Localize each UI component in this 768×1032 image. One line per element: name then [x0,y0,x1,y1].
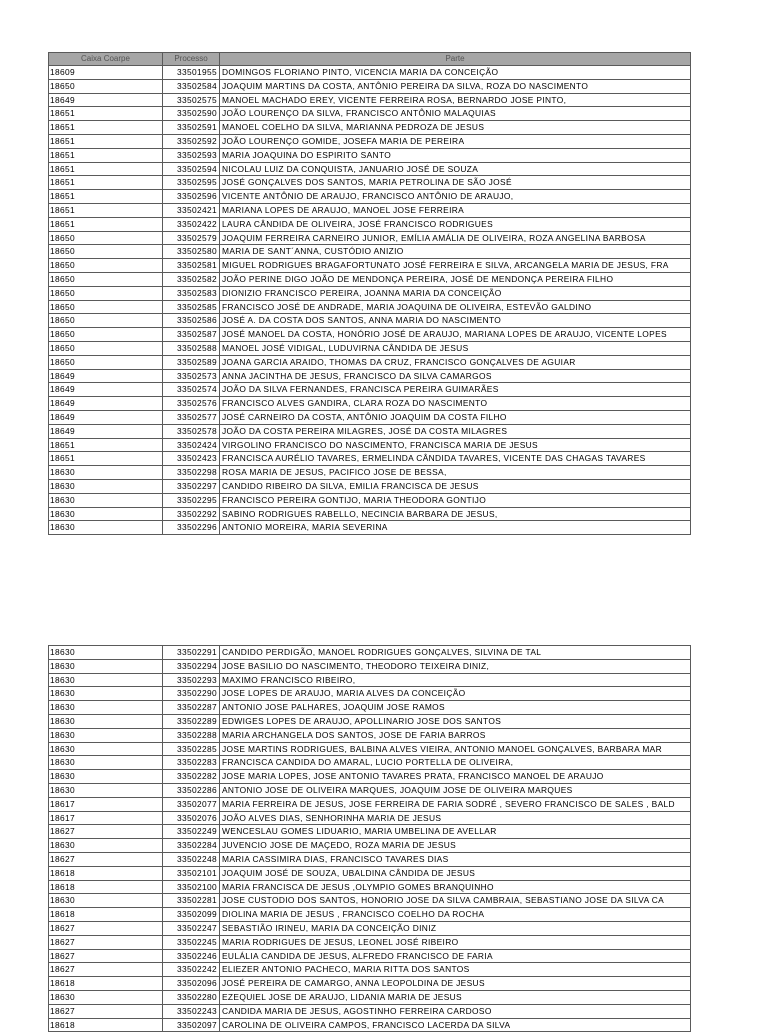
records-table-top [48,52,690,535]
cell-processo: 33502288 [163,728,220,742]
cell-parte: MARIA RODRIGUES DE JESUS, LEONEL JOSÉ RIBEIRO [220,935,691,949]
cell-caixa: 18630 [49,687,163,701]
table-row [49,300,691,314]
table-row [49,949,691,963]
cell-caixa: 18618 [49,1018,163,1032]
cell-caixa: 18627 [49,1004,163,1018]
cell-parte: DIONIZIO FRANCISCO PEREIRA, JOANNA MARIA DA CONCEIÇÃO [220,286,691,300]
cell-caixa: 18651 [49,162,163,176]
cell-caixa: 18630 [49,673,163,687]
cell-parte: JOSÉ CARNEIRO DA COSTA, ANTÔNIO JOAQUIM DA COSTA FILHO [220,410,691,424]
table-row [49,770,691,784]
cell-caixa: 18630 [49,659,163,673]
cell-processo: 33502587 [163,328,220,342]
records-table-bottom [48,645,690,1030]
cell-caixa: 18649 [49,383,163,397]
cell-processo: 33502298 [163,466,220,480]
table-row [49,659,691,673]
table-row [49,93,691,107]
cell-parte: FRANCISCO ALVES GANDIRA, CLARA ROZA DO NASCIMENTO [220,397,691,411]
cell-caixa: 18618 [49,866,163,880]
table-row [49,217,691,231]
table-row [49,646,691,660]
cell-processo: 33502594 [163,162,220,176]
cell-caixa: 18651 [49,217,163,231]
table-row [49,479,691,493]
cell-caixa: 18630 [49,756,163,770]
cell-parte: FRANCISCO JOSÉ DE ANDRADE, MARIA JOAQUINA DE OLIVEIRA, ESTEVÃO GALDINO [220,300,691,314]
cell-parte: ANTONIO JOSE DE OLIVEIRA MARQUES, JOAQUIM JOSE DE OLIVEIRA MARQUES [220,783,691,797]
table-viewport [48,645,690,1030]
cell-caixa: 18609 [49,66,163,80]
cell-caixa: 18651 [49,438,163,452]
cell-caixa: 18651 [49,203,163,217]
cell-parte: SABINO RODRIGUES RABELLO, NECINCIA BARBARA DE JESUS, [220,507,691,521]
cell-parte: EDWIGES LOPES DE ARAUJO, APOLLINARIO JOSE DOS SANTOS [220,714,691,728]
cell-parte: FRANCISCA CANDIDA DO AMARAL, LUCIO PORTELLA DE OLIVEIRA, [220,756,691,770]
table-row [49,328,691,342]
cell-parte: JOÃO ALVES DIAS, SENHORINHA MARIA DE JESUS [220,811,691,825]
cell-processo: 33502248 [163,852,220,866]
cell-caixa: 18630 [49,990,163,1004]
cell-parte: MARIANA LOPES DE ARAUJO, MANOEL JOSE FERREIRA [220,203,691,217]
table-row [49,466,691,480]
table-row [49,107,691,121]
table-row [49,162,691,176]
cell-caixa: 18627 [49,949,163,963]
table-row [49,424,691,438]
cell-processo: 33502423 [163,452,220,466]
cell-processo: 33502591 [163,121,220,135]
cell-parte: JOÃO LOURENÇO GOMIDE, JOSEFA MARIA DE PEREIRA [220,134,691,148]
cell-caixa: 18630 [49,646,163,660]
table-row [49,783,691,797]
cell-processo: 33502290 [163,687,220,701]
table-row [49,728,691,742]
table-row [49,355,691,369]
cell-parte: EULÁLIA CANDIDA DE JESUS, ALFREDO FRANCISCO DE FARIA [220,949,691,963]
cell-caixa: 18630 [49,742,163,756]
cell-processo: 33502578 [163,424,220,438]
table-row [49,1004,691,1018]
cell-processo: 33502286 [163,783,220,797]
cell-caixa: 18651 [49,452,163,466]
table-row [49,410,691,424]
table-row [49,259,691,273]
cell-processo: 33502096 [163,977,220,991]
table-row [49,121,691,135]
cell-parte: CANDIDO RIBEIRO DA SILVA, EMILIA FRANCISCA DE JESUS [220,479,691,493]
cell-processo: 33502422 [163,217,220,231]
cell-caixa: 18617 [49,811,163,825]
cell-caixa: 18649 [49,410,163,424]
cell-caixa: 18630 [49,894,163,908]
cell-processo: 33502282 [163,770,220,784]
cell-caixa: 18650 [49,300,163,314]
cell-parte: MANOEL JOSÉ VIDIGAL, LUDUVIRNA CÂNDIDA DE JESUS [220,341,691,355]
cell-processo: 33501955 [163,66,220,80]
cell-caixa: 18650 [49,245,163,259]
cell-caixa: 18649 [49,424,163,438]
cell-parte: MARIA DE SANT´ANNA, CUSTÓDIO ANIZIO [220,245,691,259]
cell-caixa: 18627 [49,825,163,839]
cell-processo: 33502581 [163,259,220,273]
cell-processo: 33502246 [163,949,220,963]
cell-parte: JOSÉ PEREIRA DE CAMARGO, ANNA LEOPOLDINA DE JESUS [220,977,691,991]
cell-caixa: 18649 [49,369,163,383]
table-body [49,66,691,535]
cell-processo: 33502584 [163,79,220,93]
cell-parte: JOSÉ A. DA COSTA DOS SANTOS, ANNA MARIA DO NASCIMENTO [220,314,691,328]
cell-processo: 33502293 [163,673,220,687]
cell-processo: 33502285 [163,742,220,756]
cell-processo: 33502596 [163,190,220,204]
cell-parte: JOSE LOPES DE ARAUJO, MARIA ALVES DA CONCEIÇÃO [220,687,691,701]
cell-caixa: 18618 [49,880,163,894]
cell-parte: MARIA FRANCISCA DE JESUS ,OLYMPIO GOMES BRANQUINHO [220,880,691,894]
cell-processo: 33502100 [163,880,220,894]
cell-caixa: 18627 [49,852,163,866]
table-row [49,880,691,894]
table-row [49,314,691,328]
cell-processo: 33502242 [163,963,220,977]
table-row [49,438,691,452]
cell-processo: 33502097 [163,1018,220,1032]
cell-caixa: 18627 [49,935,163,949]
table-row [49,272,691,286]
cell-parte: CANDIDA MARIA DE JESUS, AGOSTINHO FERREIRA CARDOSO [220,1004,691,1018]
header-row [49,53,691,66]
cell-caixa: 18651 [49,134,163,148]
cell-parte: MARIA JOAQUINA DO ESPIRITO SANTO [220,148,691,162]
cell-parte: MANOEL MACHADO EREY, VICENTE FERREIRA ROSA, BERNARDO JOSE PINTO, [220,93,691,107]
cell-parte: ANTONIO MOREIRA, MARIA SEVERINA [220,521,691,535]
cell-processo: 33502249 [163,825,220,839]
cell-processo: 33502421 [163,203,220,217]
table-row [49,397,691,411]
table-row [49,866,691,880]
cell-processo: 33502297 [163,479,220,493]
table-row [49,811,691,825]
table-row [49,935,691,949]
cell-caixa: 18651 [49,190,163,204]
cell-parte: ANTONIO JOSE PALHARES, JOAQUIM JOSE RAMOS [220,701,691,715]
cell-parte: LAURA CÂNDIDA DE OLIVEIRA, JOSÉ FRANCISCO RODRIGUES [220,217,691,231]
cell-caixa: 18618 [49,908,163,922]
cell-caixa: 18650 [49,314,163,328]
cell-caixa: 18650 [49,328,163,342]
cell-processo: 33502076 [163,811,220,825]
table-row [49,977,691,991]
cell-processo: 33502101 [163,866,220,880]
table-row [49,742,691,756]
cell-processo: 33502582 [163,272,220,286]
table-row [49,825,691,839]
table-row [49,231,691,245]
cell-caixa: 18630 [49,521,163,535]
table-row [49,134,691,148]
cell-processo: 33502281 [163,894,220,908]
cell-processo: 33502577 [163,410,220,424]
cell-parte: JOAQUIM MARTINS DA COSTA, ANTÔNIO PEREIRA DA SILVA, ROZA DO NASCIMENTO [220,79,691,93]
cell-parte: DIOLINA MARIA DE JESUS , FRANCISCO COELHO DA ROCHA [220,908,691,922]
cell-caixa: 18651 [49,121,163,135]
cell-caixa: 18630 [49,507,163,521]
cell-parte: JUVENCIO JOSE DE MAÇEDO, ROZA MARIA DE JESUS [220,839,691,853]
cell-processo: 33502593 [163,148,220,162]
cell-processo: 33502284 [163,839,220,853]
cell-caixa: 18630 [49,714,163,728]
cell-parte: JOSE BASILIO DO NASCIMENTO, THEODORO TEIXEIRA DINIZ, [220,659,691,673]
table-row [49,521,691,535]
cell-parte: JOSÉ GONÇALVES DOS SANTOS, MARIA PETROLINA DE SÃO JOSÉ [220,176,691,190]
table-row [49,79,691,93]
cell-parte: SEBASTIÃO IRINEU, MARIA DA CONCEIÇÃO DINIZ [220,921,691,935]
table-row [49,369,691,383]
cell-processo: 33502283 [163,756,220,770]
cell-parte: EZEQUIEL JOSE DE ARAUJO, LIDANIA MARIA DE JESUS [220,990,691,1004]
cell-parte: ANNA JACINTHA DE JESUS, FRANCISCO DA SILVA CAMARGOS [220,369,691,383]
table-row [49,797,691,811]
cell-parte: MAXIMO FRANCISCO RIBEIRO, [220,673,691,687]
header-parte: Parte [220,53,691,66]
cell-processo: 33502589 [163,355,220,369]
cell-parte: JOÃO DA COSTA PEREIRA MILAGRES, JOSÉ DA COSTA MILAGRES [220,424,691,438]
cell-processo: 33502583 [163,286,220,300]
cell-caixa: 18650 [49,341,163,355]
cell-parte: JOÃO PERINE DIGO JOÃO DE MENDONÇA PEREIRA, JOSÉ DE MENDONÇA PEREIRA FILHO [220,272,691,286]
cell-processo: 33502586 [163,314,220,328]
cell-processo: 33502287 [163,701,220,715]
table-row [49,839,691,853]
cell-processo: 33502590 [163,107,220,121]
table-row [49,963,691,977]
cell-caixa: 18617 [49,797,163,811]
cell-caixa: 18650 [49,259,163,273]
table-row [49,383,691,397]
cell-parte: JOÃO LOURENÇO DA SILVA, FRANCISCO ANTÔNIO MALAQUIAS [220,107,691,121]
cell-processo: 33502099 [163,908,220,922]
cell-processo: 33502077 [163,797,220,811]
cell-parte: VICENTE ANTÔNIO DE ARAUJO, FRANCISCO ANTÔNIO DE ARAUJO, [220,190,691,204]
cell-processo: 33502573 [163,369,220,383]
cell-parte: DOMINGOS FLORIANO PINTO, VICENCIA MARIA DA CONCEIÇÃO [220,66,691,80]
cell-processo: 33502243 [163,1004,220,1018]
cell-caixa: 18651 [49,176,163,190]
cell-caixa: 18650 [49,272,163,286]
records-table [48,645,691,1032]
cell-processo: 33502579 [163,231,220,245]
cell-caixa: 18630 [49,728,163,742]
cell-caixa: 18630 [49,770,163,784]
table-row [49,673,691,687]
cell-parte: MIGUEL RODRIGUES BRAGAFORTUNATO JOSÉ FERREIRA E SILVA, ARCANGELA MARIA DE JESUS, FRA [220,259,691,273]
table-row [49,756,691,770]
table-row [49,66,691,80]
cell-caixa: 18627 [49,963,163,977]
table-row [49,245,691,259]
cell-processo: 33502576 [163,397,220,411]
cell-caixa: 18650 [49,231,163,245]
cell-parte: JOAQUIM JOSÉ DE SOUZA, UBALDINA CÂNDIDA DE JESUS [220,866,691,880]
cell-processo: 33502291 [163,646,220,660]
table-row [49,190,691,204]
table-row [49,493,691,507]
header-caixa-coarpe: Caixa Coarpe [49,53,163,66]
cell-processo: 33502424 [163,438,220,452]
cell-parte: JOAQUIM FERREIRA CARNEIRO JUNIOR, EMÍLIA AMÁLIA DE OLIVEIRA, ROZA ANGELINA BARBOSA [220,231,691,245]
cell-caixa: 18618 [49,977,163,991]
cell-parte: ROSA MARIA DE JESUS, PACIFICO JOSE DE BESSA, [220,466,691,480]
cell-processo: 33502575 [163,93,220,107]
cell-processo: 33502588 [163,341,220,355]
table-row [49,852,691,866]
cell-processo: 33502245 [163,935,220,949]
cell-caixa: 18649 [49,397,163,411]
cell-processo: 33502280 [163,990,220,1004]
cell-parte: NICOLAU LUIZ DA CONQUISTA, JANUARIO JOSÉ DE SOUZA [220,162,691,176]
cell-caixa: 18650 [49,355,163,369]
cell-parte: JOÃO DA SILVA FERNANDES, FRANCISCA PEREIRA GUIMARÃES [220,383,691,397]
cell-processo: 33502292 [163,507,220,521]
cell-parte: VIRGOLINO FRANCISCO DO NASCIMENTO, FRANCISCA MARIA DE JESUS [220,438,691,452]
cell-parte: CAROLINA DE OLIVEIRA CAMPOS, FRANCISCO LACERDA DA SILVA [220,1018,691,1032]
cell-processo: 33502294 [163,659,220,673]
table-row [49,714,691,728]
cell-parte: JOANA GARCIA ARAIDO, THOMAS DA CRUZ, FRANCISCO GONÇALVES DE AGUIAR [220,355,691,369]
cell-parte: ELIEZER ANTONIO PACHECO, MARIA RITTA DOS SANTOS [220,963,691,977]
cell-processo: 33502585 [163,300,220,314]
table-row [49,341,691,355]
cell-caixa: 18651 [49,148,163,162]
cell-parte: MANOEL COELHO DA SILVA, MARIANNA PEDROZA DE JESUS [220,121,691,135]
cell-parte: WENCESLAU GOMES LIDUARIO, MARIA UMBELINA DE AVELLAR [220,825,691,839]
cell-caixa: 18650 [49,286,163,300]
cell-caixa: 18651 [49,107,163,121]
records-table [48,52,691,535]
table-row [49,286,691,300]
table-row [49,203,691,217]
table-row [49,908,691,922]
table-row [49,921,691,935]
cell-processo: 33502580 [163,245,220,259]
table-row [49,894,691,908]
table-row [49,452,691,466]
table-row [49,148,691,162]
table-row [49,701,691,715]
table-row [49,990,691,1004]
cell-caixa: 18630 [49,839,163,853]
cell-parte: JOSE CUSTODIO DOS SANTOS, HONORIO JOSE DA SILVA CAMBRAIA, SEBASTIANO JOSE DA SILVA CA [220,894,691,908]
table-row [49,687,691,701]
header-processo: Processo [163,53,220,66]
cell-caixa: 18627 [49,921,163,935]
cell-parte: FRANCISCA AURÉLIO TAVARES, ERMELINDA CÂNDIDA TAVARES, VICENTE DAS CHAGAS TAVARES [220,452,691,466]
table-row [49,507,691,521]
cell-parte: JOSE MARIA LOPES, JOSE ANTONIO TAVARES PRATA, FRANCISCO MANOEL DE ARAUJO [220,770,691,784]
cell-processo: 33502574 [163,383,220,397]
cell-parte: MARIA FERREIRA DE JESUS, JOSE FERREIRA DE FARIA SODRÉ , SEVERO FRANCISCO DE SALES , BALD [220,797,691,811]
cell-caixa: 18649 [49,93,163,107]
cell-processo: 33502592 [163,134,220,148]
cell-parte: FRANCISCO PEREIRA GONTIJO, MARIA THEODORA GONTIJO [220,493,691,507]
cell-parte: JOSÉ MANOEL DA COSTA, HONÓRIO JOSÉ DE ARAUJO, MARIANA LOPES DE ARAUJO, VICENTE LOPES [220,328,691,342]
cell-caixa: 18630 [49,701,163,715]
cell-caixa: 18630 [49,466,163,480]
table-row [49,1018,691,1032]
table-row [49,176,691,190]
cell-parte: MARIA ARCHANGELA DOS SANTOS, JOSE DE FARIA BARROS [220,728,691,742]
cell-caixa: 18630 [49,783,163,797]
cell-parte: JOSE MARTINS RODRIGUES, BALBINA ALVES VIEIRA, ANTONIO MANOEL GONÇALVES, BARBARA MAR [220,742,691,756]
cell-caixa: 18630 [49,479,163,493]
cell-parte: CANDIDO PERDIGÃO, MANOEL RODRIGUES GONÇALVES, SILVINA DE TAL [220,646,691,660]
cell-caixa: 18630 [49,493,163,507]
table-body [49,646,691,1032]
cell-processo: 33502595 [163,176,220,190]
cell-processo: 33502295 [163,493,220,507]
cell-processo: 33502289 [163,714,220,728]
cell-parte: MARIA CASSIMIRA DIAS, FRANCISCO TAVARES DIAS [220,852,691,866]
cell-processo: 33502247 [163,921,220,935]
cell-processo: 33502296 [163,521,220,535]
cell-caixa: 18650 [49,79,163,93]
